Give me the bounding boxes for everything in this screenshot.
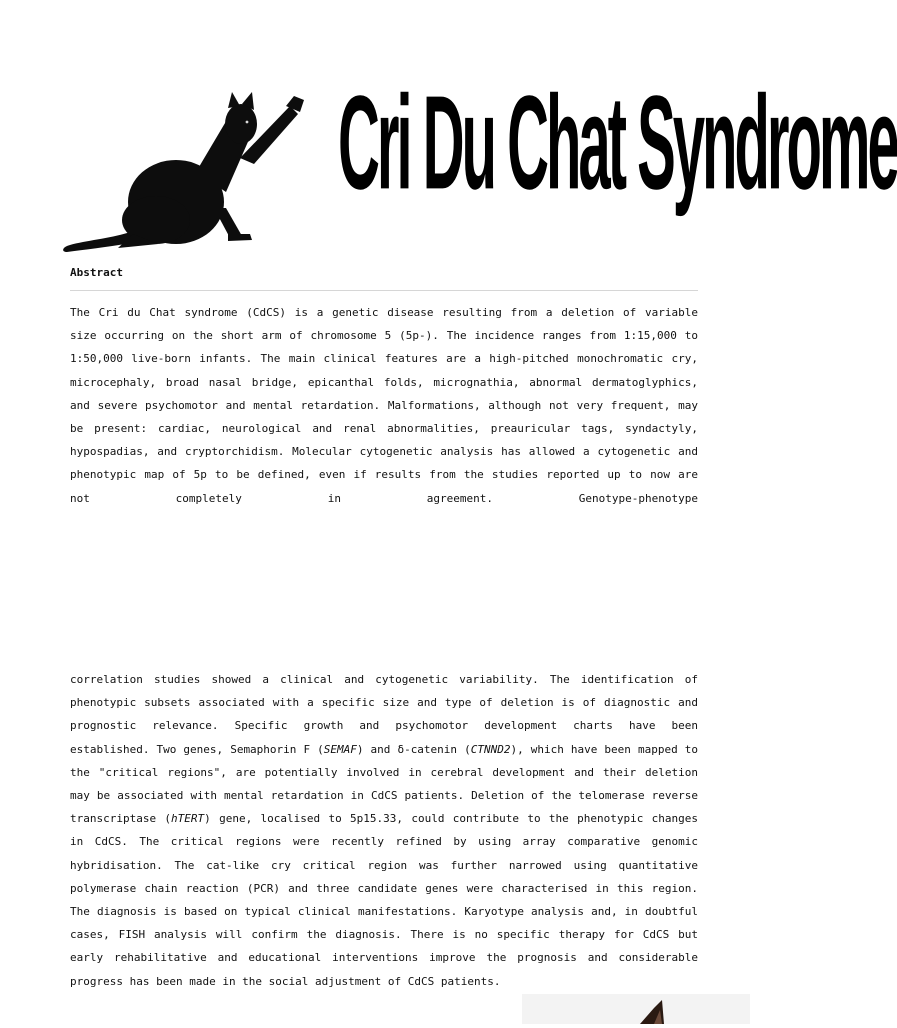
gene-name-ctnnd2: CTNND2 — [470, 742, 511, 756]
abstract-paragraph-2 — [70, 668, 698, 993]
paragraph-text: ) and δ-catenin ( — [356, 742, 471, 756]
gene-name-htert: hTERT — [171, 812, 205, 826]
gene-name-semaf: SEMAF — [323, 742, 357, 756]
black-cat-icon — [58, 88, 306, 258]
cat-thumbnail-image — [522, 994, 750, 1024]
paragraph-text: ), which have been mapped to the "critical regions", are potentially involved in cerebral development and their deletion may be associated with mental retardation in CdCS patients. Deletion of the telomerase reverse transcriptase ( — [70, 742, 698, 826]
abstract-heading: Abstract — [70, 266, 123, 279]
cat-ear-icon — [522, 994, 750, 1024]
abstract-paragraph-1: The Cri du Chat syndrome (CdCS) is a genetic disease resulting from a deletion of variable size occurring on the short arm of chromosome 5 (5p-). The incidence ranges from 1:15,000 to 1:50,000 live-born infants. The main clinical features are a high-pitched monochromatic cry, microcephaly, broad nasal bridge, epicanthal folds, micrognathia, abnormal dermatoglyphics, and severe psychomotor and mental retardation. Malformations, although not very frequent, may be present: cardiac, neurological and renal abnormalities, preauricular tags, syndactyly, hypospadias, and cryptorchidism. Molecular cytogenetic analysis has allowed a cytogenetic and phenotypic map of 5p to be defined, even if results from the studies reported up to now are not completely in agreement. Genotype-phenotype — [70, 306, 698, 505]
page-title: Cri Du Chat Syndrome — [338, 68, 897, 219]
paragraph-text: correlation studies showed a clinical and cytogenetic variability. The identification of phenotypic subsets associated with a specific size and type of deletion is of diagnostic and prognostic relevance. Specific growth and psychomotor development charts have been established. Two genes, Semaphorin F ( — [70, 673, 698, 756]
paragraph-text: ) gene, localised to 5p15.33, could contribute to the phenotypic changes in CdCS. The critical regions were recently refined by using array comparative genomic hybridisation. The cat-like cry critical region was further narrowed using quantitative polymerase chain reaction (PCR) and three candidate genes were characterised in this region. The diagnosis is based on typical clinical manifestations. Karyotype analysis and, in doubtful cases, FISH analysis will confirm the diagnosis. There is no specific therapy for CdCS but early rehabilitative and educational interventions improve the prognosis and considerable progress has been made in the social adjustment of CdCS patients. — [70, 812, 698, 988]
heading-divider — [70, 290, 698, 291]
